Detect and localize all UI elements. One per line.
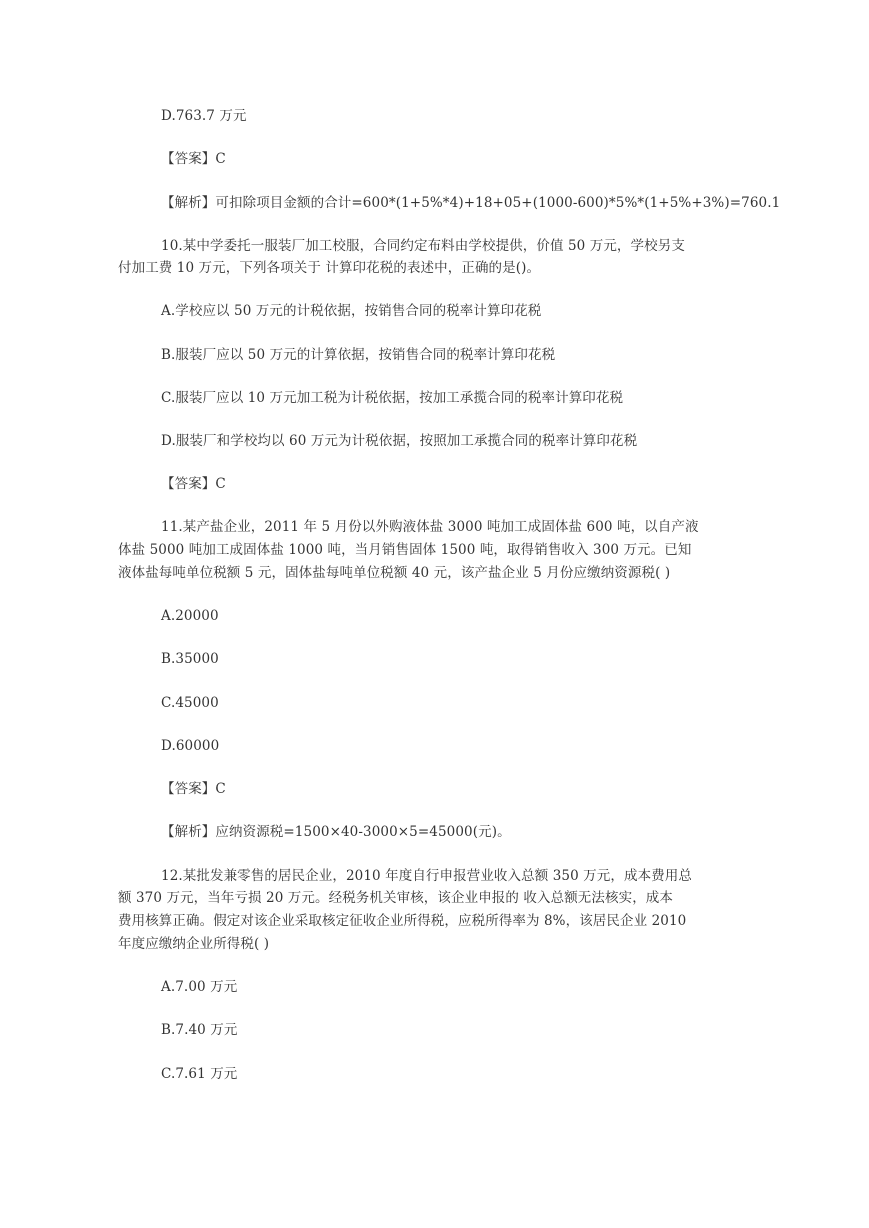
option-a-q11: A.20000 bbox=[161, 608, 219, 624]
option-a-q10: A.学校应以 50 万元的计税依据，按销售合同的税率计算印花税 bbox=[161, 303, 542, 319]
option-b-q10: B.服装厂应以 50 万元的计算依据，按销售合同的税率计算印花税 bbox=[161, 347, 556, 363]
answer-q9: 【答案】C bbox=[161, 151, 226, 167]
option-d-q11: D.60000 bbox=[161, 738, 220, 754]
option-b-q12: B.7.40 万元 bbox=[161, 1022, 238, 1038]
question-11-line-2: 体盐 5000 吨加工成固体盐 1000 吨，当月销售固体 1500 吨，取得销售收入 300 万元。已知 bbox=[118, 542, 692, 558]
question-10-line-1: 10.某中学委托一服装厂加工校服，合同约定布料由学校提供，价值 50 万元，学校另支 bbox=[161, 238, 685, 254]
question-10-line-2: 付加工费 10 万元，下列各项关于 计算印花税的表述中，正确的是()。 bbox=[118, 260, 541, 276]
question-12-line-3: 费用核算正确。假定对该企业采取核定征收企业所得税，应税所得率为 8%，该居民企业 2010 bbox=[118, 913, 687, 929]
question-12-line-1: 12.某批发兼零售的居民企业，2010 年度自行申报营业收入总额 350 万元，成本费用总 bbox=[161, 868, 692, 884]
option-c-q10: C.服装厂应以 10 万元加工税为计税依据，按加工承揽合同的税率计算印花税 bbox=[161, 390, 624, 406]
option-b-q11: B.35000 bbox=[161, 651, 219, 667]
question-11-line-3: 液体盐每吨单位税额 5 元，固体盐每吨单位税额 40 元，该产盐企业 5 月份应缴纳资源税( ) bbox=[118, 565, 671, 581]
answer-q10: 【答案】C bbox=[161, 476, 226, 492]
question-12-line-4: 年度应缴纳企业所得税( ) bbox=[118, 936, 270, 952]
option-c-q12: C.7.61 万元 bbox=[161, 1066, 238, 1082]
option-a-q12: A.7.00 万元 bbox=[161, 979, 238, 995]
explanation-q11: 【解析】应纳资源税=1500×40-3000×5=45000(元)。 bbox=[161, 824, 511, 840]
option-d-q10: D.服装厂和学校均以 60 万元为计税依据，按照加工承揽合同的税率计算印花税 bbox=[161, 433, 638, 449]
option-c-q11: C.45000 bbox=[161, 695, 219, 711]
explanation-q9: 【解析】可扣除项目金额的合计=600*(1+5%*4)+18+05+(1000-600)*5%*(1+5%+3%)=760.1 bbox=[161, 195, 781, 211]
option-d-q9: D.763.7 万元 bbox=[161, 108, 247, 124]
question-12-line-2: 额 370 万元，当年亏损 20 万元。经税务机关审核，该企业申报的 收入总额无法核实，成本 bbox=[118, 890, 674, 906]
answer-q11: 【答案】C bbox=[161, 781, 226, 797]
question-11-line-1: 11.某产盐企业，2011 年 5 月份以外购液体盐 3000 吨加工成固体盐 600 吨，以自产液 bbox=[161, 519, 699, 535]
